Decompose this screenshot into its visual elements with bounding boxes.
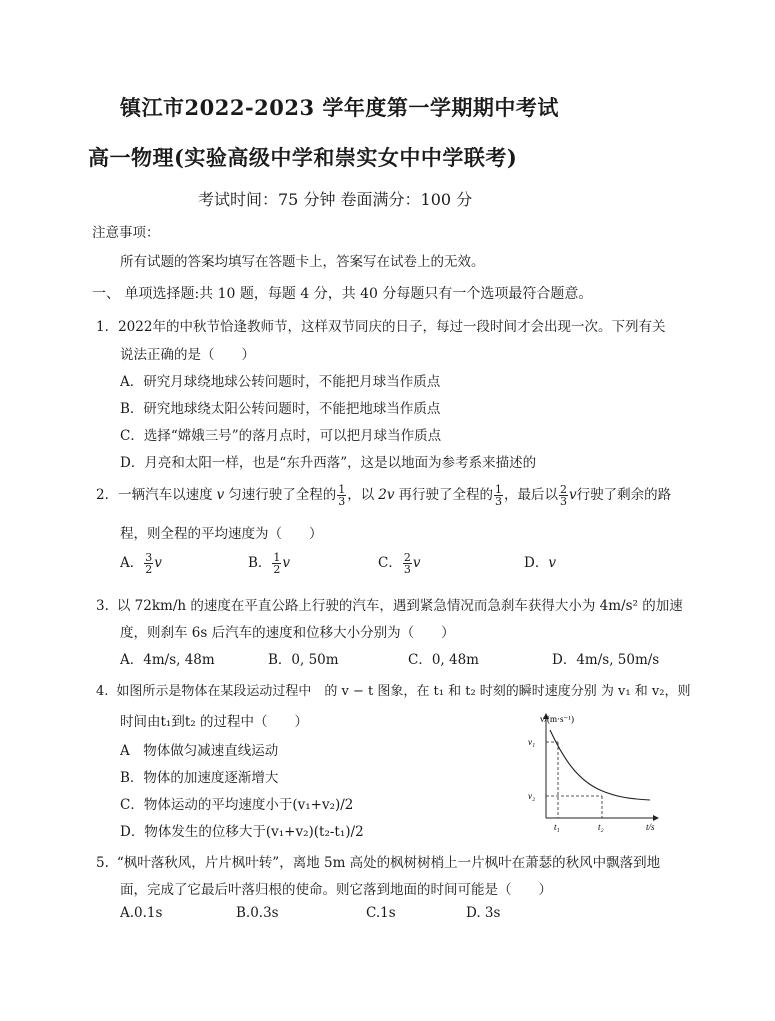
option-c: C.1s — [366, 905, 396, 921]
option-d: D．月亮和太阳一样，也是“东升西落”，这是以地面为参考系来描述的 — [120, 455, 537, 471]
exam-subtitle: 高一物理(实验高级中学和崇实女中中学联考) — [88, 145, 518, 170]
velocity-curve — [550, 730, 650, 800]
notice-text: 所有试题的答案均填写在答题卡上，答案写在试卷上的无效。 — [120, 254, 485, 270]
exam-title: 镇江市2022-2023 学年度第一学期期中考试 — [120, 95, 559, 120]
question-stem: 如图所示是物体在某段运动过程中 的 v − t 图象，在 t₁ 和 t₂ 时刻的瞬时速度分别 为 v₁ 和 v₂，则 — [116, 684, 691, 699]
question-1 — [96, 315, 665, 335]
fraction: $\frac{2}{3}$ — [559, 483, 567, 508]
question-number: 5. — [96, 855, 109, 871]
question-stem-cont: 面，完成了它最后叶落归根的使命。则它落到地面的时间可能是（ ） — [120, 882, 552, 898]
question-2 — [96, 478, 671, 512]
question-stem-cont: 时间由t₁到t₂ 的过程中（ ） — [120, 714, 308, 730]
option-b: B．物体的加速度逐渐增大 — [120, 770, 279, 786]
fraction: $\frac{1}{3}$ — [494, 483, 502, 508]
t2-label: t₂ — [598, 822, 604, 832]
option-b: B．0, 50m — [268, 652, 339, 668]
stem-part: ，最后以 — [503, 487, 558, 503]
x-axis-label: t/s — [646, 822, 655, 832]
question-4 — [96, 680, 690, 699]
v2-label: v₂ — [528, 791, 536, 801]
y-axis-label: v/(m·s⁻¹) — [540, 714, 574, 724]
question-5 — [96, 851, 660, 871]
option-a: A.0.1s — [120, 905, 163, 921]
v1-label: v₁ — [528, 737, 536, 747]
velocity-symbol: 2v — [378, 487, 395, 503]
velocity-symbol: v — [216, 487, 225, 503]
option-d: D. 3s — [466, 905, 501, 921]
option-a: A．研究月球绕地球公转问题时，不能把月球当作质点 — [120, 374, 441, 390]
option-d: D．4m/s, 50m/s — [552, 652, 660, 668]
option-a: A 物体做匀减速直线运动 — [120, 743, 279, 759]
question-stem: 2022年的中秋节恰逢教师节，这样双节同庆的日子，每过一段时间才会出现一次。下列有关 — [118, 319, 666, 335]
stem-part: 再行驶了全程的 — [398, 487, 493, 503]
question-stem: “枫叶落秋风，片片枫叶转”，离地 5m 高处的枫树树梢上一片枫叶在萧瑟的秋风中飘落到地 — [116, 855, 661, 871]
option-d: D．v — [524, 555, 556, 571]
stem-part: ，以 — [347, 487, 375, 503]
exam-info: 考试时间：75 分钟 卷面满分：100 分 — [198, 190, 473, 209]
option-c: C．选择“嫦娥三号”的落月点时，可以把月球当作质点 — [120, 428, 442, 444]
question-stem: 以 72km/h 的速度在平直公路上行驶的汽车，遇到紧急情况而急刹车获得大小为 4m/s² 的加速 — [116, 598, 683, 614]
option-d: D．物体发生的位移大于(v₁+v₂)(t₂-t₁)/2 — [120, 824, 364, 840]
question-number: 4. — [96, 684, 109, 699]
fraction: $\frac{1}{3}$ — [338, 483, 346, 508]
option-b: B.0.3s — [236, 905, 279, 921]
question-number: 2． — [96, 487, 119, 503]
question-3 — [96, 594, 683, 614]
question-number: 3. — [96, 598, 109, 614]
option-a: A． $\frac{3}{2}$ v — [120, 551, 162, 576]
option-c: C．物体运动的平均速度小于(v₁+v₂)/2 — [120, 797, 354, 813]
stem-part: 行驶了剩余的路 — [576, 487, 672, 503]
question-stem-cont: 程，则全程的平均速度为（ ） — [120, 526, 323, 542]
option-c: C． $\frac{2}{3}$ v — [378, 551, 421, 576]
stem-part: 一辆汽车以速度 — [118, 487, 213, 503]
option-b: B．研究地球绕太阳公转问题时，不能把地球当作质点 — [120, 401, 441, 417]
option-c: C．0, 48m — [408, 652, 479, 668]
question-stem-cont: 度，则刹车 6s 后汽车的速度和位移大小分别为（ ） — [120, 625, 455, 641]
section-heading: 一、 单项选择题:共 10 题，每题 4 分，共 40 分每题只有一个选项最符合题意。 — [92, 286, 593, 302]
question-stem-cont: 说法正确的是（ ） — [120, 347, 255, 363]
vt-graph — [520, 708, 670, 838]
t1-label: t₁ — [554, 822, 560, 832]
notice-label: 注意事项： — [92, 225, 160, 241]
question-number: 1． — [96, 319, 119, 335]
stem-part: 匀速行驶了全程的 — [228, 487, 337, 503]
option-a: A．4m/s, 48m — [120, 652, 215, 668]
velocity-symbol: v — [568, 487, 577, 503]
option-b: B． $\frac{1}{2}$ v — [248, 551, 291, 576]
